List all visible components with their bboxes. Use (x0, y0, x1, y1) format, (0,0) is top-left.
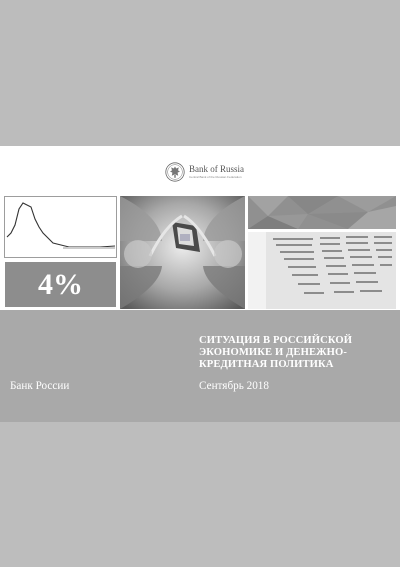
logo-subtitle: Central Bank of the Russian Federation (189, 175, 242, 179)
title-line-1: СИТУАЦИЯ В РОССИЙСКОЙ (199, 335, 353, 346)
polygon-pattern-tile (248, 196, 396, 229)
inflation-target-tile (4, 261, 117, 308)
chart-tile (4, 196, 117, 258)
publication-date: Сентябрь 2018 (199, 380, 269, 392)
logo-name: Bank of Russia (189, 164, 244, 174)
issuer-name: Банк России (10, 380, 70, 392)
top-gray-band (0, 0, 400, 146)
architecture-photo (120, 196, 245, 309)
bank-logo (165, 162, 244, 182)
bottom-gray-band (0, 422, 400, 567)
stat-value: 4% (38, 267, 83, 301)
table-photo (248, 232, 396, 309)
decorative-line-graph (5, 197, 116, 257)
title-line-2: ЭКОНОМИКЕ И ДЕНЕЖНО- (199, 347, 347, 358)
double-headed-eagle-icon (165, 162, 185, 182)
title-line-3: КРЕДИТНАЯ ПОЛИТИКА (199, 359, 334, 370)
report-title (199, 335, 394, 371)
